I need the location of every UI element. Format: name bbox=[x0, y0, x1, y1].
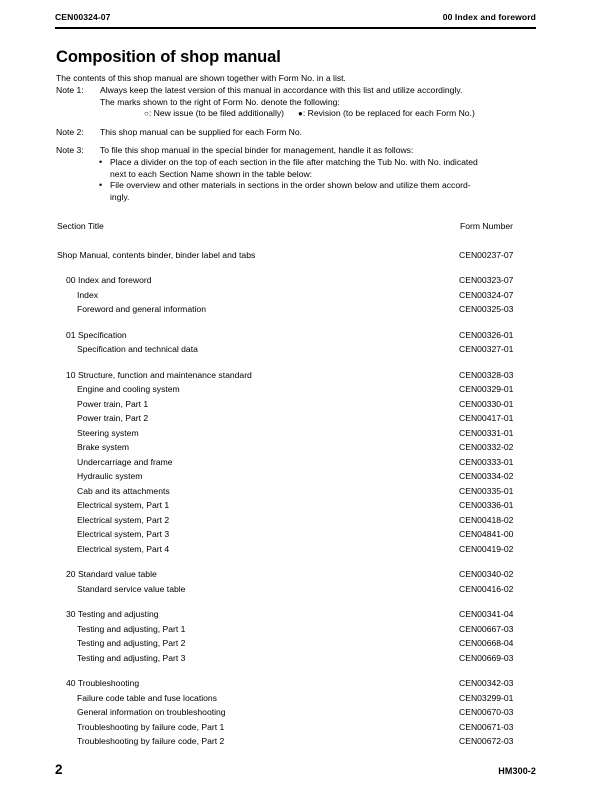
row-section-title: Power train, Part 2 bbox=[77, 413, 149, 423]
table-group-spacer bbox=[56, 558, 536, 569]
row-section-title: Troubleshooting by failure code, Part 1 bbox=[77, 721, 225, 732]
row-form-number: CEN00669-03 bbox=[459, 652, 514, 663]
table-group-spacer bbox=[56, 598, 536, 609]
column-header-form-number: Form Number bbox=[460, 221, 514, 231]
row-form-number: CEN00419-02 bbox=[459, 543, 514, 554]
note-1-marks-line bbox=[56, 108, 536, 120]
row-section-title: Hydraulic system bbox=[77, 471, 143, 481]
note-3-bullet-1-line-1: Place a divider on the top of each section in the file after matching the Tub No. with No. indicated bbox=[110, 157, 478, 168]
row-section-title: Specification and technical data bbox=[77, 344, 198, 354]
table-row bbox=[56, 624, 536, 639]
note-1-line-2: The marks shown to the right of Form No. denote the following: bbox=[100, 96, 340, 107]
row-form-number: CEN00332-02 bbox=[459, 442, 514, 452]
column-header-section-title: Section Title bbox=[57, 221, 104, 231]
note-1-line-1: Always keep the latest version of this manual in accordance with this list and utilize accordingly. bbox=[100, 85, 463, 96]
row-form-number: CEN00340-02 bbox=[459, 569, 514, 579]
note-3-bullet-2-line-2: ingly. bbox=[110, 191, 130, 202]
table-row bbox=[56, 275, 536, 290]
contents-table bbox=[56, 221, 536, 751]
table-row bbox=[56, 370, 536, 385]
table-row bbox=[56, 413, 536, 428]
footer-model-name: HM300-2 bbox=[498, 766, 536, 776]
row-section-title: Electrical system, Part 3 bbox=[77, 529, 170, 539]
table-row bbox=[56, 330, 536, 345]
row-form-number: CEN00327-01 bbox=[459, 344, 514, 354]
row-section-title: Testing and adjusting, Part 3 bbox=[77, 652, 186, 663]
header-divider-rule bbox=[55, 27, 536, 29]
table-row bbox=[56, 500, 536, 515]
row-form-number: CEN00324-07 bbox=[459, 289, 514, 300]
table-group-spacer bbox=[56, 667, 536, 678]
note-spacer-1 bbox=[56, 120, 536, 127]
table-row bbox=[56, 384, 536, 399]
row-form-number: CEN00325-03 bbox=[459, 304, 514, 314]
note-3-bullet-2-line-1: File overview and other materials in sections in the order shown below and utilize them accord- bbox=[110, 180, 471, 191]
row-form-number: CEN00418-02 bbox=[459, 514, 514, 525]
note-1-row bbox=[56, 85, 536, 97]
row-form-number: CEN04841-00 bbox=[459, 529, 514, 539]
table-row bbox=[56, 584, 536, 599]
row-section-title: 40 Troubleshooting bbox=[66, 678, 140, 688]
new-issue-label: : New issue (to be filed additionally) bbox=[148, 108, 285, 119]
table-row bbox=[56, 290, 536, 305]
table-row bbox=[56, 344, 536, 359]
table-row bbox=[56, 250, 536, 265]
row-section-title: Undercarriage and frame bbox=[77, 456, 173, 467]
note-1-tag: Note 1: bbox=[56, 85, 84, 96]
note-3-bullet-2 bbox=[56, 180, 536, 192]
note-3-line-1: To file this shop manual in the special binder for management, handle it as follows: bbox=[100, 145, 414, 156]
table-row bbox=[56, 707, 536, 722]
new-issue-open-circle-icon: ○ bbox=[144, 109, 149, 119]
row-section-title: Electrical system, Part 1 bbox=[77, 500, 170, 510]
note-3-row bbox=[56, 145, 536, 157]
table-row bbox=[56, 529, 536, 544]
row-section-title: Power train, Part 1 bbox=[77, 398, 149, 409]
note-3-bullet-1-cont bbox=[56, 169, 536, 181]
row-form-number: CEN00667-03 bbox=[459, 623, 514, 634]
note-3-bullet-1 bbox=[56, 157, 536, 169]
header-section-name: 00 Index and foreword bbox=[442, 12, 536, 22]
revision-filled-circle-icon: ● bbox=[298, 109, 303, 119]
row-section-title: General information on troubleshooting bbox=[77, 707, 226, 717]
row-form-number: CEN00416-02 bbox=[459, 583, 514, 594]
running-header bbox=[55, 12, 536, 28]
table-row bbox=[56, 609, 536, 624]
row-section-title: Electrical system, Part 4 bbox=[77, 543, 170, 554]
note-3-bullet-2-cont bbox=[56, 192, 536, 204]
table-row bbox=[56, 693, 536, 708]
table-row bbox=[56, 678, 536, 693]
row-form-number: CEN00671-03 bbox=[459, 721, 514, 732]
table-row bbox=[56, 544, 536, 559]
note-spacer-2 bbox=[56, 138, 536, 145]
header-form-number: CEN00324-07 bbox=[55, 12, 111, 22]
table-row bbox=[56, 457, 536, 472]
note-2-tag: Note 2: bbox=[56, 126, 84, 137]
row-form-number: CEN00335-01 bbox=[459, 485, 514, 496]
row-section-title: 20 Standard value table bbox=[66, 569, 157, 579]
table-group-spacer bbox=[56, 359, 536, 370]
row-form-number: CEN00326-01 bbox=[459, 329, 514, 340]
row-section-title: Steering system bbox=[77, 427, 139, 438]
row-form-number: CEN00417-01 bbox=[459, 413, 514, 423]
row-form-number: CEN00328-03 bbox=[459, 369, 514, 380]
page-title: Composition of shop manual bbox=[56, 48, 281, 66]
table-row bbox=[56, 515, 536, 530]
table-row bbox=[56, 653, 536, 668]
table-row bbox=[56, 304, 536, 319]
row-form-number: CEN00334-02 bbox=[459, 471, 514, 481]
row-form-number: CEN00342-03 bbox=[459, 678, 514, 688]
row-form-number: CEN00329-01 bbox=[459, 384, 514, 394]
table-row bbox=[56, 399, 536, 414]
note-2-line-1: This shop manual can be supplied for each Form No. bbox=[100, 126, 303, 137]
footer-page-number: 2 bbox=[55, 762, 63, 777]
table-row bbox=[56, 442, 536, 457]
row-section-title: Index bbox=[77, 289, 99, 300]
table-row bbox=[56, 486, 536, 501]
row-section-title: Electrical system, Part 2 bbox=[77, 514, 170, 525]
row-section-title: Failure code table and fuse locations bbox=[77, 692, 217, 703]
table-row bbox=[56, 722, 536, 737]
row-section-title: 01 Specification bbox=[66, 329, 127, 340]
row-section-title: 30 Testing and adjusting bbox=[66, 609, 159, 619]
row-form-number: CEN00672-03 bbox=[459, 736, 514, 746]
note-3-bullet-1-line-2: next to each Section Name shown in the table below: bbox=[110, 168, 313, 179]
table-spacer bbox=[56, 236, 536, 250]
row-section-title: Shop Manual, contents binder, binder label and tabs bbox=[57, 249, 256, 260]
row-form-number: CEN00331-01 bbox=[459, 427, 514, 438]
row-section-title: Standard service value table bbox=[77, 583, 186, 594]
row-section-title: Testing and adjusting, Part 1 bbox=[77, 623, 186, 634]
row-section-title: Cab and its attachments bbox=[77, 485, 170, 496]
row-section-title: Engine and cooling system bbox=[77, 384, 180, 394]
table-row bbox=[56, 471, 536, 486]
note-3-tag: Note 3: bbox=[56, 145, 84, 156]
bullet-point-icon: • bbox=[99, 179, 103, 190]
row-section-title: Troubleshooting by failure code, Part 2 bbox=[77, 736, 225, 746]
table-group-spacer bbox=[56, 264, 536, 275]
table-row bbox=[56, 428, 536, 443]
table-row bbox=[56, 736, 536, 751]
row-form-number: CEN00333-01 bbox=[459, 456, 514, 467]
row-form-number: CEN00668-04 bbox=[459, 638, 514, 648]
row-form-number: CEN00237-07 bbox=[459, 249, 514, 260]
row-section-title: Foreword and general information bbox=[77, 304, 206, 314]
row-section-title: Testing and adjusting, Part 2 bbox=[77, 638, 186, 648]
intro-notes-block bbox=[56, 73, 536, 203]
table-header-row bbox=[56, 221, 536, 236]
table-row bbox=[56, 569, 536, 584]
row-form-number: CEN00670-03 bbox=[459, 707, 514, 717]
row-form-number: CEN03299-01 bbox=[459, 692, 514, 703]
intro-lead-line: The contents of this shop manual are shown together with Form No. in a list. bbox=[56, 73, 346, 83]
table-row bbox=[56, 638, 536, 653]
table-group-spacer bbox=[56, 319, 536, 330]
bullet-point-icon: • bbox=[99, 156, 103, 167]
row-section-title: 10 Structure, function and maintenance standard bbox=[66, 369, 252, 380]
row-form-number: CEN00330-01 bbox=[459, 398, 514, 409]
note-2-row bbox=[56, 127, 536, 139]
row-section-title: 00 Index and foreword bbox=[66, 275, 152, 285]
row-form-number: CEN00323-07 bbox=[459, 275, 514, 285]
row-form-number: CEN00341-04 bbox=[459, 609, 514, 619]
row-section-title: Brake system bbox=[77, 442, 130, 452]
row-form-number: CEN00336-01 bbox=[459, 500, 514, 510]
revision-label: : Revision (to be replaced for each Form No.) bbox=[302, 108, 475, 119]
